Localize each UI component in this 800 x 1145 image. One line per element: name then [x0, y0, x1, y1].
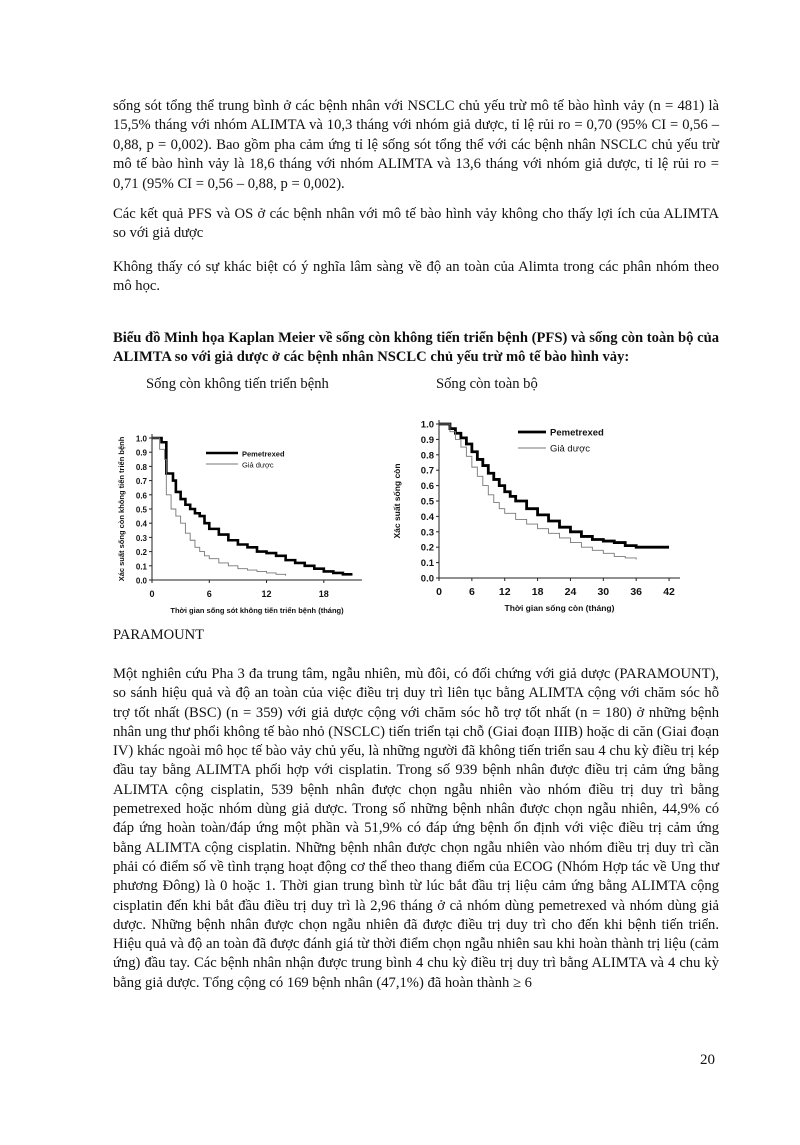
- chart0-x-tick-label: 0: [149, 589, 155, 599]
- chart1-x-tick-label: 6: [468, 586, 475, 598]
- figure-caption: Biểu đồ Minh họa Kaplan Meier về sống còn không tiến triển bệnh (PFS) và sống còn toàn bộ của ALIMTA so với giả dược ở các bệnh nhân NSCLC chủ yếu trừ mô tế bào hình vảy:: [113, 330, 719, 366]
- chart0-x-axis-label: Thời gian sống sót không tiến triển bệnh (tháng): [170, 606, 344, 615]
- os-kaplan-meier-chart: [390, 408, 690, 623]
- chart1-y-tick-label: 0.0: [420, 573, 434, 585]
- chart1-y-tick-label: 0.9: [420, 434, 434, 446]
- chart1-x-tick-label: 42: [663, 586, 675, 598]
- chart1-x-tick-label: 12: [498, 586, 511, 598]
- chart1-series-pemetrexed-line: [439, 424, 669, 547]
- chart1-x-tick-label: 18: [531, 586, 544, 598]
- chart1-x-tick-label: 24: [564, 586, 577, 598]
- page-number: 20: [700, 1052, 715, 1068]
- chart1-legend-label: Giả dược: [550, 443, 591, 455]
- paragraph-squamous-results: Các kết quả PFS và OS ở các bệnh nhân với mô tế bào hình vảy không cho thấy lợi ích của ALIMTA so với giả dược: [113, 206, 719, 242]
- chart1-y-tick-label: 0.2: [420, 542, 434, 554]
- chart0-x-tick-label: 6: [206, 589, 212, 599]
- chart1-y-tick-label: 0.7: [420, 465, 434, 477]
- chart1-y-tick-label: 0.4: [420, 511, 434, 523]
- chart1-y-tick-label: 0.1: [420, 558, 434, 570]
- chart0-legend-label: Pemetrexed: [242, 449, 285, 459]
- paragraph-os-results: sống sót tổng thể trung bình ở các bệnh nhân với NSCLC chủ yếu trừ mô tế bào hình vảy (n = 481) là 15,5% tháng với nhóm ALIMTA và 10,3 tháng với nhóm giả dược, tỉ lệ rủi ro = 0,70 (95% CI = 0,56 – 0,88, p = 0,002). Bao gồm pha cảm ứng tỉ lệ sống sót tổng thể với các bệnh nhân NSCLC chủ yếu trừ mô tế bào hình vảy là 18,6 tháng với nhóm ALIMTA và 13,6 tháng với nhóm giả dược, tỉ lệ rủi ro = 0,71 (95% CI = 0,56 – 0,88, p = 0,002).: [113, 98, 719, 192]
- chart0-y-tick-label: 0.6: [135, 491, 147, 501]
- chart0-y-tick-label: 0.3: [135, 533, 147, 543]
- chart1-x-axis-label: Thời gian sống còn (tháng): [504, 603, 615, 613]
- chart1-y-axis-label: Xác suất sống còn: [392, 463, 402, 539]
- chart1-x-tick-label: 0: [436, 586, 442, 598]
- chart1-x-tick-label: 30: [597, 586, 610, 598]
- chart0-x-tick-label: 18: [318, 589, 329, 599]
- chart0-y-tick-label: 0.0: [135, 576, 147, 586]
- chart-title-os: Sống còn toàn bộ: [436, 376, 538, 392]
- chart0-y-tick-label: 0.8: [135, 462, 147, 472]
- chart0-y-tick-label: 0.1: [135, 562, 147, 572]
- chart0-series-placebo-line: [152, 438, 286, 576]
- chart0-legend-label: Giả dược: [242, 460, 274, 470]
- chart1-y-tick-label: 0.3: [420, 527, 434, 539]
- chart-title-pfs: Sống còn không tiến triển bệnh: [146, 376, 329, 392]
- chart0-y-axis-label: Xác suất sống còn không tiến triển bệnh: [117, 436, 126, 582]
- chart0-y-tick-label: 0.4: [135, 519, 147, 529]
- chart0-y-tick-label: 0.7: [135, 477, 147, 487]
- chart0-y-tick-label: 0.2: [135, 548, 147, 558]
- section-heading: PARAMOUNT: [113, 627, 205, 643]
- paragraph-paramount: Một nghiên cứu Pha 3 đa trung tâm, ngẫu nhiên, mù đôi, có đối chứng với giả dược (PARAMOUNT), so sánh hiệu quả và độ an toàn của việc điều trị duy trì liên tục bằng ALIMTA cộng với chăm sóc hỗ trợ tốt nhất (BSC) (n = 359) với giả dược cộng với chăm sóc hỗ trợ tốt nhất (n = 180) ở những bệnh nhân ung thư phổi không tế bào nhỏ (NSCLC) tiến triển tại chỗ (Giai đoạn IIIB) hoặc di căn (Giai đoạn IV) khác ngoài mô học tế bào vảy chủ yếu, là những người đã không tiến triển sau 4 chu kỳ điều trị kép đầu tay bằng ALIMTA phối hợp với cisplatin. Trong số 939 bệnh nhân được điều trị cảm ứng bằng ALIMTA cộng cisplatin, 539 bệnh nhân được chọn ngẫu nhiên vào nhóm điều trị duy trì bằng pemetrexed hoặc nhóm dùng giả dược. Trong số những bệnh nhân được chọn ngẫu nhiên, 44,9% có đáp ứng hoàn toàn/đáp ứng một phần và 51,9% có đáp ứng bệnh ổn định với việc điều trị cảm ứng bằng ALIMTA cộng cisplatin. Những bệnh nhân được chọn ngẫu nhiên vào nhóm điều trị duy trì cần phải có điểm số về tình trạng hoạt động cơ thể theo thang điểm của ECOG (Nhóm Hợp tác về Ung thư phương Đông) là 0 hoặc 1. Thời gian trung bình từ lúc bắt đầu trị liệu cảm ứng bằng ALIMTA cộng cisplatin đến khi bắt đầu điều trị duy trì là 2,96 tháng ở cả nhóm dùng pemetrexed và nhóm dùng giả dược. Những bệnh nhân được chọn ngẫu nhiên đã được điều trị duy trì cho đến khi bệnh tiến triển. Hiệu quả và độ an toàn đã được đánh giá từ thời điểm chọn ngẫu nhiên sau khi hoàn thành trị liệu (cảm ứng) đầu tay. Các bệnh nhân nhận được trung bình 4 chu kỳ điều trị duy trì bằng ALIMTA và 4 chu kỳ bằng giả dược. Tổng cộng có 169 bệnh nhân (47,1%) đã hoàn thành ≥ 6: [113, 666, 719, 991]
- chart1-y-tick-label: 0.8: [420, 450, 434, 462]
- chart0-y-tick-label: 1.0: [135, 434, 147, 444]
- chart1-y-tick-label: 1.0: [420, 419, 434, 431]
- chart0-y-tick-label: 0.5: [135, 505, 147, 515]
- chart0-x-tick-label: 12: [261, 589, 272, 599]
- chart0-y-tick-label: 0.9: [135, 448, 147, 458]
- pfs-kaplan-meier-chart: [110, 420, 370, 620]
- chart1-x-tick-label: 36: [630, 586, 643, 598]
- chart1-y-tick-label: 0.6: [420, 481, 434, 493]
- chart1-y-tick-label: 0.5: [420, 496, 434, 508]
- chart1-legend-label: Pemetrexed: [550, 427, 604, 439]
- paragraph-safety: Không thấy có sự khác biệt có ý nghĩa lâm sàng về độ an toàn của Alimta trong các phân nhóm theo mô học.: [113, 259, 719, 295]
